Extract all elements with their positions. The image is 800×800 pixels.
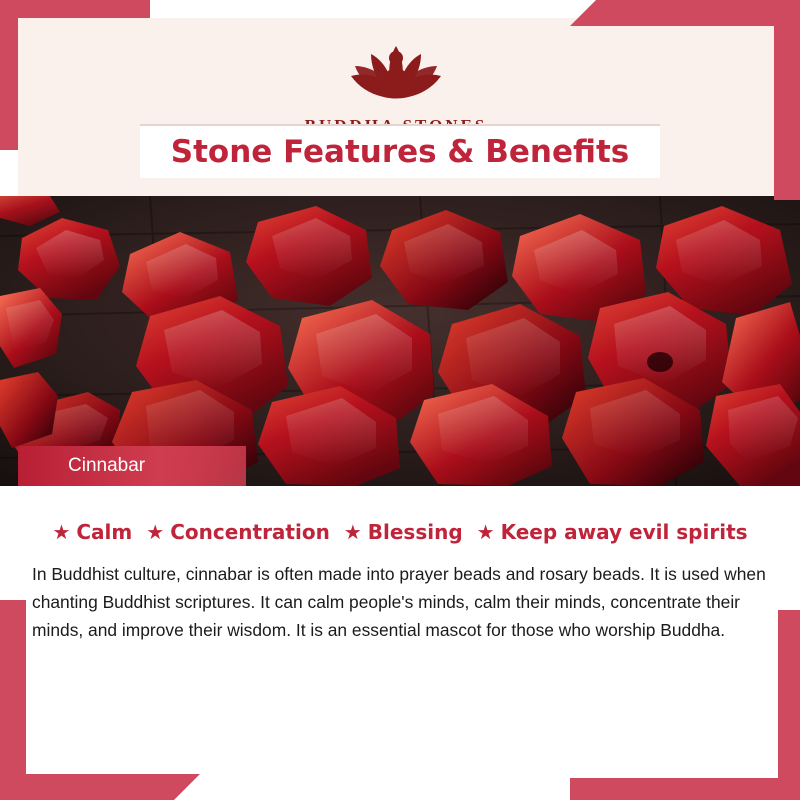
decor-corner-bottom-right-vertical bbox=[778, 610, 800, 800]
decor-corner-top-left-vertical bbox=[0, 0, 18, 150]
page-title: Stone Features & Benefits bbox=[170, 134, 630, 170]
benefit-label: Keep away evil spirits bbox=[500, 520, 748, 544]
decor-corner-top-right bbox=[570, 0, 800, 26]
benefit-label: Blessing bbox=[367, 520, 463, 544]
star-icon: ★ bbox=[343, 520, 362, 544]
decor-corner-top-right-vertical bbox=[774, 0, 800, 200]
benefit-item bbox=[477, 520, 748, 544]
benefit-item bbox=[52, 520, 132, 544]
decor-corner-bottom-left bbox=[0, 774, 200, 800]
decor-corner-bottom-right bbox=[570, 778, 800, 800]
stone-name-badge bbox=[18, 446, 246, 486]
star-icon: ★ bbox=[146, 520, 165, 544]
lotus-meditation-icon bbox=[321, 32, 471, 112]
star-icon: ★ bbox=[476, 520, 495, 544]
benefits-list bbox=[0, 520, 800, 544]
benefit-label: Calm bbox=[76, 520, 133, 544]
cinnabar-rough-stones-photo bbox=[0, 196, 800, 486]
star-icon: ★ bbox=[52, 520, 71, 544]
brand-logo bbox=[18, 32, 774, 136]
description-text: In Buddhist culture, cinnabar is often made into prayer beads and rosary beads. It is used when chanting Buddhist scriptures. It can calm people's minds, calm their minds, concentrate their minds, and improve their wisdom. It is an essential mascot for those who worship Buddha. bbox=[32, 564, 766, 641]
benefit-item bbox=[344, 520, 463, 544]
decor-corner-bottom-left-vertical bbox=[0, 600, 26, 800]
decor-corner-top-left bbox=[0, 0, 150, 18]
stone-name-label: Cinnabar bbox=[68, 455, 146, 476]
benefit-item bbox=[146, 520, 330, 544]
section-title-plate bbox=[140, 124, 660, 178]
benefit-label: Concentration bbox=[170, 520, 330, 544]
